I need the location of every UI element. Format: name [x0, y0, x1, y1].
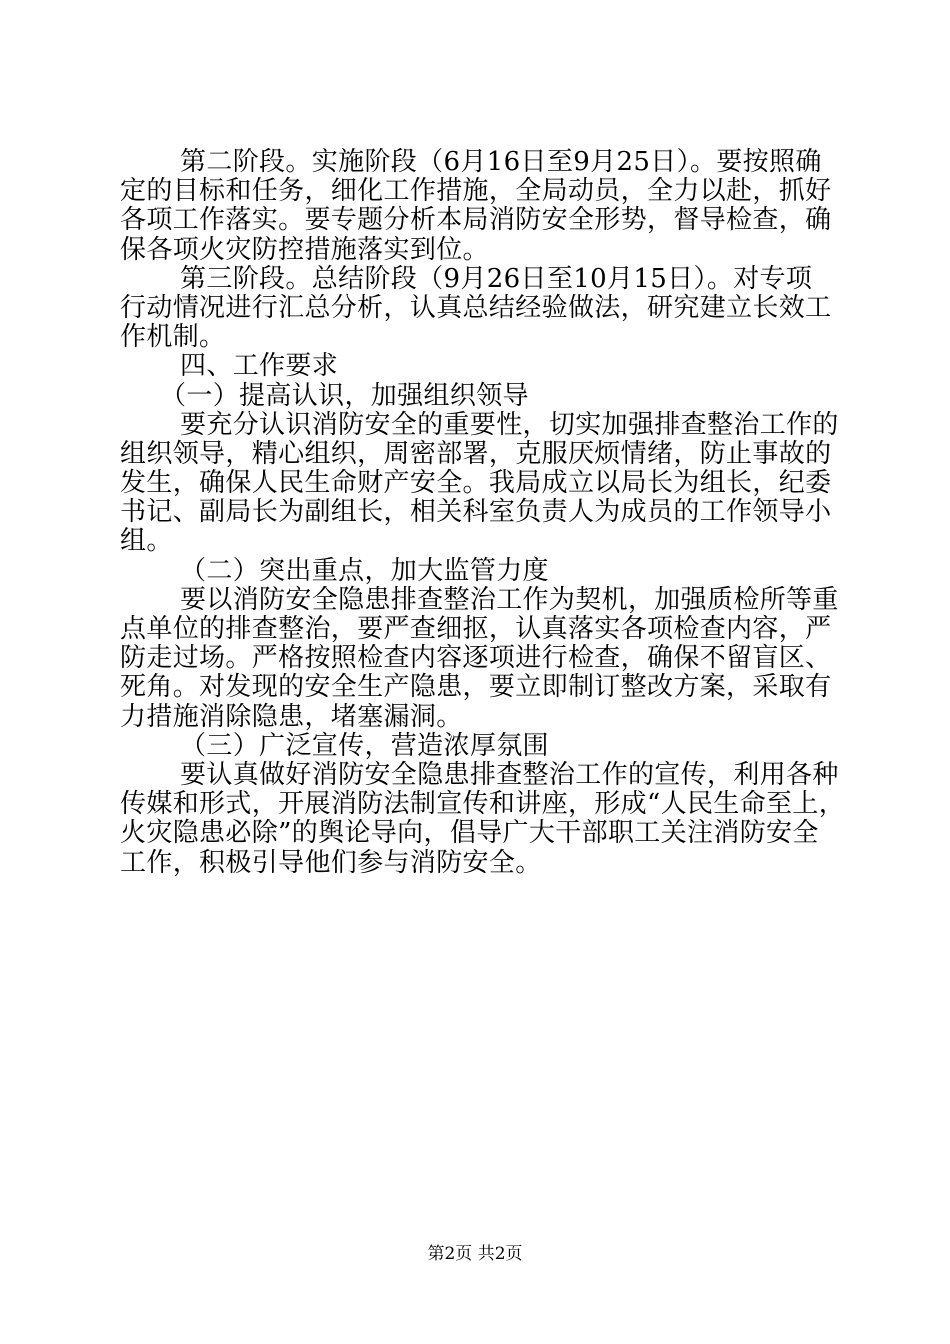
section-heading: 四、工作要求 [180, 351, 339, 382]
paragraph-line: 传媒和形式，开展消防法制宣传和讲座，形成“人民生命至上， [120, 789, 846, 820]
paragraph-line: 力措施消除隐患，堵塞漏洞。 [120, 701, 463, 732]
paragraph-line: 组织领导，精心组织，周密部署，克服厌烦情绪，防止事故的 [120, 438, 832, 469]
paragraph-line: 行动情况进行汇总分析，认真总结经验做法，研究建立长效工 [120, 292, 832, 323]
paragraph-line: 保各项火灾防控措施落实到位。 [120, 234, 489, 265]
paragraph-line: 各项工作落实。要专题分析本局消防安全形势，督导检查，确 [120, 205, 832, 236]
paragraph-line: 防走过场。严格按照检查内容逐项进行检查，确保不留盲区、 [120, 643, 832, 674]
paragraph-line: 第三阶段。总结阶段（9月26日至10月15日）。对专项 [180, 263, 813, 294]
paragraph-line: 要认真做好消防安全隐患排查整治工作的宣传，利用各种 [180, 759, 839, 790]
paragraph-line: 书记、副局长为副组长，相关科室负责人为成员的工作领导小 [120, 497, 832, 528]
paragraph-line: 发生，确保人民生命财产安全。我局成立以局长为组长，纪委 [120, 468, 832, 499]
page-number-footer: 第2页 共2页 [427, 1244, 523, 1264]
subsection-heading: （二）突出重点，加大监管力度 [180, 555, 549, 586]
paragraph-line: 要充分认识消防安全的重要性，切实加强排查整治工作的 [180, 409, 839, 440]
document-body [120, 147, 846, 878]
paragraph-line: 工作，积极引导他们参与消防安全。 [120, 847, 542, 878]
paragraph-line: 死角。对发现的安全生产隐患，要立即制订整改方案，采取有 [120, 672, 832, 703]
paragraph-line: 定的目标和任务，细化工作措施，全局动员，全力以赴，抓好 [120, 176, 832, 207]
paragraph-line: 火灾隐患必除”的舆论导向，倡导广大干部职工关注消防安全 [120, 818, 819, 849]
paragraph-line: 作机制。 [120, 322, 226, 353]
paragraph-line: 点单位的排查整治，要严查细抠，认真落实各项检查内容，严 [120, 614, 832, 644]
subsection-heading: （一）提高认识，加强组织领导 [160, 380, 529, 411]
paragraph-line: 组。 [120, 526, 173, 557]
subsection-heading: （三）广泛宣传，营造浓厚氛围 [180, 730, 549, 761]
paragraph-line: 第二阶段。实施阶段（6月16日至9月25日）。要按照确 [180, 147, 822, 177]
paragraph-line: 要以消防安全隐患排查整治工作为契机，加强质检所等重 [180, 584, 839, 615]
